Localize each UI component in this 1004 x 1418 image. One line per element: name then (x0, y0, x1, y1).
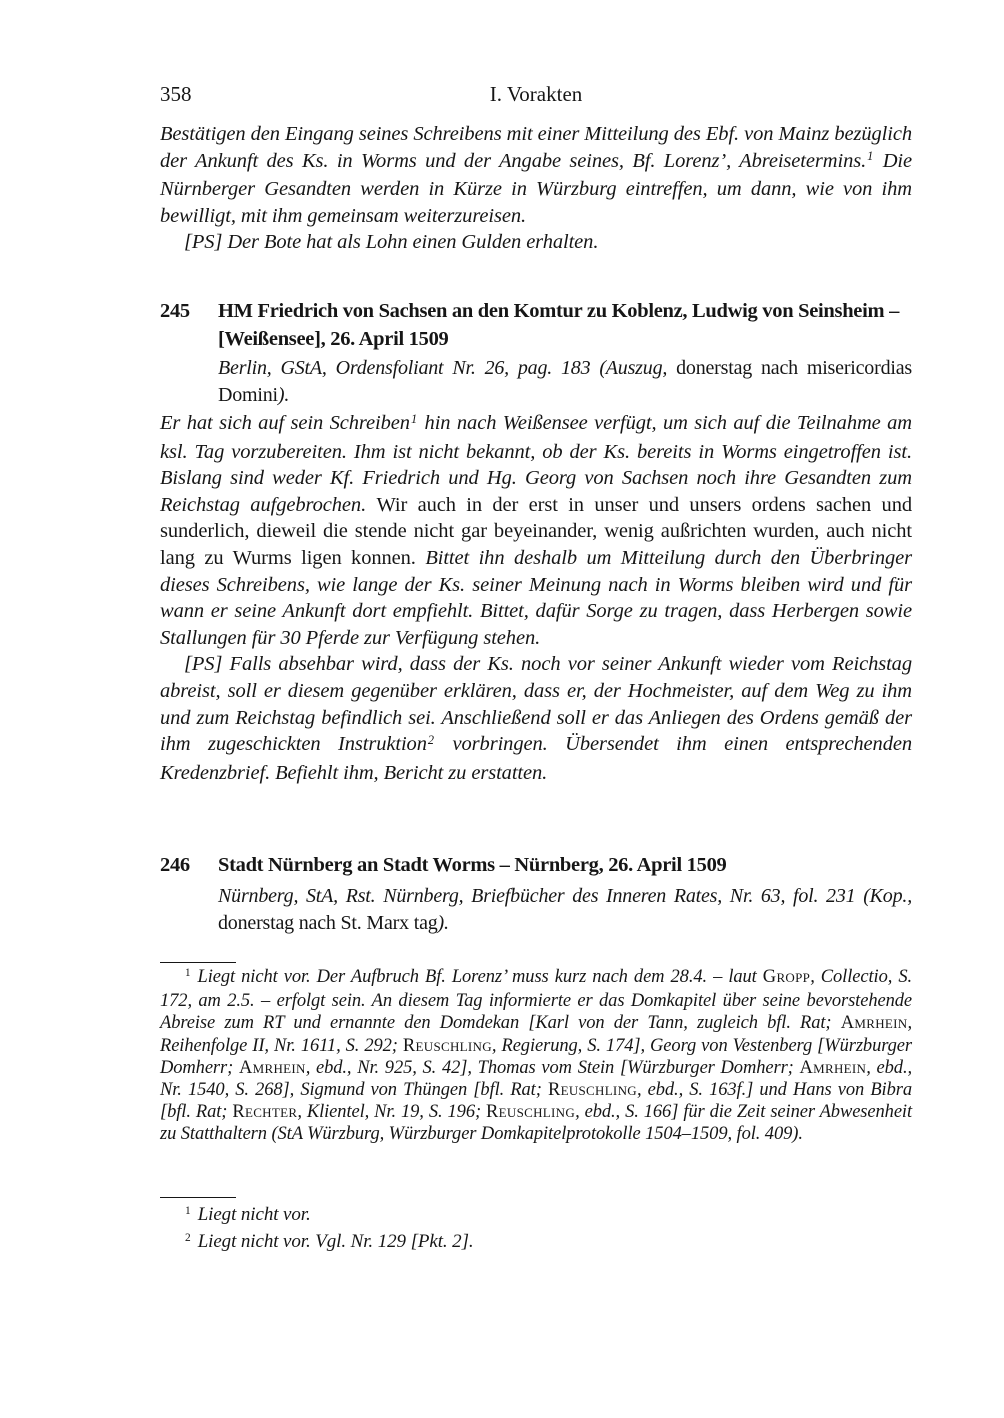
text-run: , ebd., S. 166] für die Zeit seiner Abwesenheit zu Statthaltern (StA Würzburg, Würzburger Domkapitelprotokolle 1504–1509, fol. 409). (160, 1102, 913, 1145)
entry-245-number: 245 (160, 300, 190, 322)
page-number: 358 (160, 82, 192, 106)
footnote-marker: 1 (867, 149, 874, 164)
apparatus-footnote-1 (160, 966, 912, 1146)
text-run: , Reihenfolge II, Nr. 1611, S. 292; (160, 1013, 912, 1056)
text-run: Nürnberg, StA, Rst. Nürnberg, Briefbücher des Inneren Rates, Nr. 63, fol. 231 (Kop., (218, 885, 912, 907)
text-run: , ebd., S. 163f.] und Hans von Bibra [bfl. Rat; (160, 1080, 912, 1123)
text-run: Bestätigen den Eingang seines Schreibens mit einer Mitteilung des Ebf. von Mainz bezüglich der Ankunft des Ks. in Worms und der Angabe seines, Bf. Lorenz’, Abreisetermins. (160, 123, 912, 172)
text-run: ). (277, 384, 290, 406)
footnote-marker: 2 (427, 732, 435, 747)
text-run: Reuschling (486, 1102, 576, 1123)
text-run: Amrhein (799, 1057, 867, 1078)
entry-246-heading (160, 851, 912, 879)
text-run: , ebd., Nr. 925, S. 42], Thomas vom Stein [Würzburger Domherr; (305, 1057, 800, 1078)
text-run: [PS] Falls absehbar wird, dass der Ks. noch vor seiner Ankunft wieder vom Reichstag abreist, soll er diesem gegenüber erklären, dass er, der Hochmeister, auf dem Weg zu ihm und zum Reichstag befindlich sei. Anschließend soll er das Anliegen des Ordens gemäß der ihm zugeschickten Instruktion (160, 653, 912, 756)
text-run: Wir auch in der erst in unser und unsers ordens sachen und sunderlich, dieweil die stende nicht gar beyeinander, wenig außrichten wurden, auch nicht lang zu Wurms ligen konnen. (160, 493, 912, 569)
text-run: Liegt nicht vor. (197, 1204, 311, 1225)
text-run: ). (437, 912, 449, 934)
text-run: donerstag nach St. Marx tag (218, 912, 438, 934)
entry-footnote-2 (160, 1230, 912, 1256)
entry-footnote-1 (160, 1203, 912, 1229)
regest-ps-paragraph (160, 229, 912, 256)
entry-245-ps (160, 651, 912, 786)
entry-245-body (160, 410, 912, 786)
text-run: Bittet ihn deshalb um Mitteilung durch den Überbringer dieses Schreibens, wie lange der Ks. seiner Meinung nach in Worms bleiben wird und für wann er seine Ankunft dort empfiehlt. Bittet, dafür Sorge zu tragen, dass Herbergen sowie Stallungen für 30 Pferde zur Verfügung stehen. (160, 546, 913, 649)
text-run: vorbringen. Übersendet ihm einen entsprechenden Kredenzbrief. Befiehlt ihm, Bericht zu erstatten. (160, 733, 912, 784)
text-run: Amrhein (840, 1013, 908, 1034)
footnote-separator-1 (160, 962, 236, 963)
entry-246-title: Stadt Nürnberg an Stadt Worms – Nürnberg, 26. April 1509 (218, 854, 727, 876)
text-run: donerstag nach misericordias Domini (218, 357, 912, 406)
entry-245-source (218, 355, 912, 409)
text-run: hin nach Weißensee verfügt, um sich auf die Teilnahme am ksl. Tag vorzubereiten. Ihm ist nicht bekannt, ob der Ks. bereits in Worms eingetroffen ist. Bislang sind weder Kf. Friedrich und Hg. Georg von Sachsen noch ihre Gesandten zum Reichstag aufgebrochen. (160, 412, 912, 516)
footnote-marker: 1 (185, 1205, 191, 1218)
running-header: I. Vorakten (489, 82, 583, 106)
text-run: Reuschling (402, 1035, 492, 1056)
regest-continuation (160, 121, 912, 256)
text-run: Rechter (232, 1102, 298, 1123)
regest-paragraph (160, 121, 912, 229)
entry-245-heading (160, 297, 912, 353)
entry-245-title: HM Friedrich von Sachsen an den Komtur zu Koblenz, Ludwig von Seinsheim – [Weißensee], 26. April 1509 (218, 300, 900, 350)
entry-246-number: 246 (160, 854, 190, 876)
text-run: Die Nürnberger Gesandten werden in Kürze in Würzburg eintreffen, um dann, wie von ihm bewilligt, mit ihm gemeinsam weiterzureisen. (160, 149, 912, 227)
text-run: Berlin, GStA, Ordensfoliant Nr. 26, pag. 183 (Auszug, (218, 357, 677, 379)
text-run: , Klientel, Nr. 19, S. 196; (297, 1102, 487, 1123)
text-run: Reuschling (547, 1080, 637, 1101)
text-run: [PS] Der Bote hat als Lohn einen Gulden erhalten. (184, 231, 599, 254)
text-run: , Regierung, S. 174], Georg von Vestenberg [Würzburger Domherr; (160, 1035, 912, 1078)
text-run: Liegt nicht vor. Der Aufbruch Bf. Lorenz’ muss kurz nach dem 28.4. – laut (197, 967, 763, 987)
text-run: Er hat sich auf sein Schreiben (160, 412, 410, 434)
entry-245-regest (160, 410, 912, 651)
text-run: Gropp (762, 967, 811, 987)
entry-246-source (218, 883, 912, 937)
footnote-marker: 2 (185, 1232, 191, 1245)
text-run: , Collectio, S. 172, am 2.5. – erfolgt sein. An diesem Tag informierte er das Domkapitel über seine bevorstehende Abreise zum RT und ernannte den Domdekan [Karl von der Tann, zugleich bfl. Rat; (160, 967, 912, 1034)
footnote-separator-2 (160, 1197, 236, 1198)
footnote-marker: 1 (410, 411, 418, 426)
footnote-marker: 1 (185, 967, 191, 980)
text-run: Amrhein (238, 1057, 306, 1078)
text-run: Liegt nicht vor. Vgl. Nr. 129 [Pkt. 2]. (197, 1231, 474, 1252)
text-run: , ebd., Nr. 1540, S. 268], Sigmund von Thüngen [bfl. Rat; (160, 1057, 912, 1101)
running-header-row (160, 82, 912, 106)
